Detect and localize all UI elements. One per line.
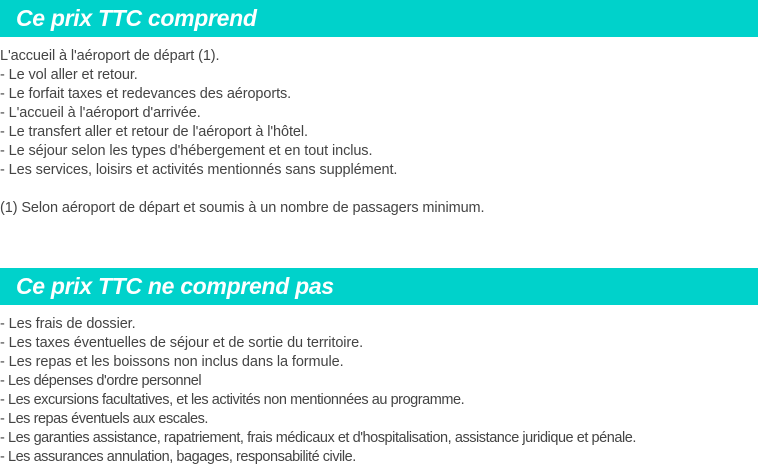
included-item: - Le transfert aller et retour de l'aéroport à l'hôtel. [0,124,308,140]
excluded-item: - Les excursions facultatives, et les activités non mentionnées au programme. [0,392,465,408]
included-item: - L'accueil à l'aéroport d'arrivée. [0,105,201,121]
excluded-item: - Les taxes éventuelles de séjour et de sortie du territoire. [0,335,364,351]
excluded-section-header [0,268,758,305]
included-item: - Le vol aller et retour. [0,67,138,83]
included-section-title: Ce prix TTC comprend [16,5,257,31]
excluded-item: - Les repas éventuels aux escales. [0,411,208,427]
included-item: L'accueil à l'aéroport de départ (1). [0,48,220,64]
excluded-list [0,315,636,467]
included-item: - Le séjour selon les types d'hébergement et en tout inclus. [0,143,373,159]
excluded-item: - Les dépenses d'ordre personnel [0,373,202,389]
included-list [0,47,397,180]
excluded-item: - Les repas et les boissons non inclus dans la formule. [0,354,344,370]
excluded-item: - Les garanties assistance, rapatriement, frais médicaux et d'hospitalisation, assistance juridique et pénale. [0,430,636,446]
excluded-item: - Les frais de dossier. [0,316,136,332]
included-section-header [0,0,758,37]
excluded-section-title: Ce prix TTC ne comprend pas [16,273,334,299]
included-item: - Les services, loisirs et activités mentionnés sans supplément. [0,162,398,178]
included-footnote: (1) Selon aéroport de départ et soumis à un nombre de passagers minimum. [0,200,485,216]
included-item: - Le forfait taxes et redevances des aéroports. [0,86,292,102]
excluded-item: - Les assurances annulation, bagages, responsabilité civile. [0,449,356,465]
